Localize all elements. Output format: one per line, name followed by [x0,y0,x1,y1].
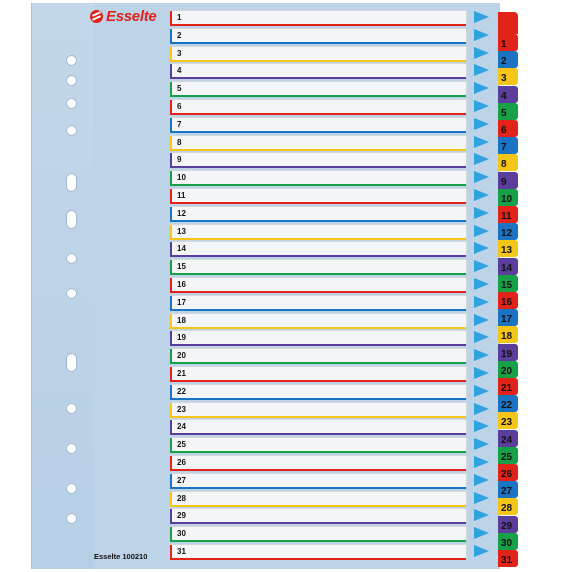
pointer-arrow-icon [474,153,489,165]
tab-number: 15 [501,279,513,291]
divider-tab[interactable] [498,275,518,292]
divider-tab[interactable] [498,481,518,498]
punch-hole [66,173,77,192]
row-number: 26 [177,458,186,467]
row-color-edge [170,367,172,380]
row-color-line [170,505,466,507]
row-number: 23 [177,404,186,414]
divider-tab[interactable] [498,258,518,275]
tab-number: 24 [501,434,513,446]
punch-hole [66,483,77,494]
pointer-arrow-icon [474,207,489,219]
divider-tab[interactable] [498,498,518,515]
tab-number: 17 [501,314,513,326]
divider-tab[interactable] [498,223,518,240]
row-color-edge [170,278,172,291]
row-color-line [170,380,466,382]
row-color-edge [170,29,172,42]
tab-number: 23 [501,417,513,429]
row-color-edge [170,64,172,77]
row-number: 17 [177,297,186,307]
tab-number: 26 [501,469,513,480]
row-color-edge [170,171,172,184]
tab-number: 3 [501,73,507,85]
row-color-line [170,24,466,26]
tab-number: 1 [501,39,507,50]
tab-number: 30 [501,537,513,549]
tab-number: 20 [501,365,513,377]
divider-row[interactable] [170,188,467,202]
row-color-line [170,202,466,204]
row-color-line [170,416,466,418]
divider-row[interactable] [170,437,467,451]
divider-tab[interactable] [498,137,518,154]
divider-row[interactable] [170,330,467,344]
row-color-edge [170,47,172,60]
esselte-logo-icon [90,10,103,23]
pointer-arrow-icon [474,278,489,290]
row-color-edge [170,403,172,416]
row-color-edge [170,527,172,540]
divider-tab[interactable] [498,309,518,326]
row-color-edge [170,331,172,344]
tab-top-cap [498,12,518,34]
row-color-line [170,273,466,275]
divider-row[interactable] [170,241,467,255]
divider-row[interactable] [170,259,467,273]
row-color-edge [170,420,172,433]
punch-hole [66,443,77,454]
divider-row[interactable] [170,313,467,327]
pointer-arrow-icon [474,242,489,254]
divider-tab[interactable] [498,464,518,481]
divider-tab[interactable] [498,292,518,309]
row-number: 6 [177,102,182,111]
pointer-arrow-icon [474,64,489,76]
row-color-line [170,113,466,115]
divider-tab[interactable] [498,361,518,378]
tab-number: 6 [501,125,507,136]
pointer-arrow-icon [474,296,489,308]
row-color-edge [170,385,172,398]
divider-tab[interactable] [498,103,518,120]
pointer-arrow-icon [474,11,489,23]
row-color-line [170,344,466,346]
row-color-line [170,60,466,62]
row-color-line [170,522,466,524]
pointer-arrow-icon [474,385,489,397]
row-color-edge [170,136,172,149]
pointer-arrow-icon [474,492,489,504]
pointer-arrow-icon [474,47,489,59]
row-color-edge [170,100,172,113]
punch-hole [66,55,77,66]
divider-row[interactable] [170,81,467,95]
row-color-line [170,95,466,97]
tab-number: 28 [501,503,513,515]
row-number: 7 [177,119,182,129]
punch-hole [66,288,77,299]
divider-row[interactable] [170,46,467,60]
pointer-arrow-icon [474,420,489,432]
row-number: 5 [177,84,182,94]
divider-row[interactable] [170,455,467,469]
row-color-line [170,77,466,79]
punch-hole [66,513,77,524]
row-color-line [170,487,466,489]
divider-row[interactable] [170,526,467,540]
divider-tab[interactable] [498,120,518,137]
tab-number: 9 [501,176,507,188]
row-color-line [170,398,466,400]
divider-tab[interactable] [498,86,518,103]
tab-number: 27 [501,486,513,498]
pointer-arrow-icon [474,403,489,415]
row-color-edge [170,225,172,238]
pointer-arrow-icon [474,29,489,41]
row-color-edge [170,153,172,166]
row-number: 3 [177,48,182,58]
row-color-line [170,451,466,453]
row-color-line [170,362,466,364]
divider-tab[interactable] [498,447,518,464]
row-number: 8 [177,137,182,147]
divider-row[interactable] [170,295,467,309]
row-color-edge [170,456,172,469]
row-number: 19 [177,333,186,343]
product-code: Esselte 100210 [94,552,148,561]
punch-hole [66,253,77,264]
tab-number: 29 [501,520,513,532]
row-color-edge [170,11,172,24]
pointer-arrow-icon [474,171,489,183]
divider-row[interactable] [170,224,467,238]
pointer-arrow-icon [474,260,489,272]
divider-row[interactable] [170,348,467,362]
divider-tab[interactable] [498,516,518,533]
divider-tab[interactable] [498,240,518,257]
row-color-line [170,166,466,168]
divider-tab[interactable] [498,206,518,223]
tab-number: 25 [501,451,513,463]
row-number: 18 [177,315,186,325]
row-number: 28 [177,493,186,503]
row-color-line [170,220,466,222]
row-color-edge [170,118,172,131]
row-number: 14 [177,244,186,254]
row-color-edge [170,242,172,255]
row-color-line [170,558,466,560]
divider-row[interactable] [170,277,467,291]
row-color-line [170,238,466,240]
pointer-arrow-icon [474,527,489,539]
row-number: 1 [177,13,182,22]
tab-number: 13 [501,245,513,257]
tab-number: 4 [501,90,507,102]
punch-hole [66,98,77,109]
row-number: 31 [177,547,186,556]
row-number: 30 [177,529,186,539]
divider-tab[interactable] [498,395,518,412]
pointer-arrow-icon [474,438,489,450]
tab-number: 16 [501,297,513,308]
divider-row[interactable] [170,206,467,220]
divider-row[interactable] [170,384,467,398]
row-color-edge [170,207,172,220]
row-color-line [170,469,466,471]
row-color-edge [170,189,172,202]
punch-hole [66,75,77,86]
pointer-arrow-icon [474,367,489,379]
divider-tab[interactable] [498,533,518,550]
row-number: 16 [177,280,186,289]
divider-row[interactable] [170,152,467,166]
row-number: 25 [177,440,186,450]
pointer-arrow-icon [474,82,489,94]
punched-strip [32,3,94,569]
divider-row[interactable] [170,117,467,131]
pointer-arrow-icon [474,545,489,557]
pointer-arrow-icon [474,349,489,361]
tab-number: 18 [501,331,513,343]
row-color-edge [170,314,172,327]
tab-number: 2 [501,56,507,68]
divider-tab[interactable] [498,344,518,361]
divider-row[interactable] [170,28,467,42]
tab-number: 8 [501,159,507,171]
pointer-arrow-icon [474,331,489,343]
divider-row[interactable] [170,135,467,149]
tab-number: 22 [501,400,513,412]
row-number: 4 [177,66,182,76]
divider-tab[interactable] [498,154,518,171]
row-number: 13 [177,226,186,236]
tab-number: 21 [501,383,513,394]
row-number: 15 [177,262,186,272]
tab-number: 7 [501,142,507,154]
divider-tab[interactable] [498,550,518,567]
tab-number: 31 [501,555,513,566]
divider-tab[interactable] [498,412,518,429]
divider-row[interactable] [170,419,467,433]
row-color-line [170,433,466,435]
pointer-arrow-icon [474,225,489,237]
row-color-line [170,327,466,329]
tab-number: 19 [501,348,513,360]
punch-hole [66,353,77,372]
row-color-edge [170,509,172,522]
divider-row[interactable] [170,508,467,522]
punch-hole [66,403,77,414]
row-color-edge [170,474,172,487]
divider-row[interactable] [170,402,467,416]
row-color-edge [170,82,172,95]
divider-row[interactable] [170,99,467,113]
pointer-arrow-icon [474,314,489,326]
row-number: 29 [177,511,186,521]
pointer-arrow-icon [474,189,489,201]
divider-tab[interactable] [498,51,518,68]
tab-number: 11 [501,211,512,222]
pointer-arrow-icon [474,118,489,130]
divider-row[interactable] [170,63,467,77]
row-color-edge [170,438,172,451]
brand-logo [90,8,156,25]
pointer-arrow-icon [474,456,489,468]
tab-number: 12 [501,228,513,240]
brand-name: Esselte [106,8,157,25]
row-color-line [170,149,466,151]
row-number: 22 [177,386,186,396]
row-color-line [170,309,466,311]
row-color-edge [170,545,172,558]
divider-row[interactable] [170,10,467,24]
divider-row[interactable] [170,366,467,380]
row-number: 12 [177,208,186,218]
row-number: 27 [177,475,186,485]
divider-row[interactable] [170,544,467,558]
divider-tab[interactable] [498,326,518,343]
row-color-edge [170,492,172,505]
row-color-edge [170,260,172,273]
divider-tab[interactable] [498,430,518,447]
divider-tab[interactable] [498,68,518,85]
divider-row[interactable] [170,170,467,184]
row-number: 11 [177,191,186,200]
divider-tab[interactable] [498,172,518,189]
row-color-line [170,184,466,186]
row-number: 20 [177,351,186,361]
divider-row[interactable] [170,491,467,505]
punch-hole [66,210,77,229]
divider-tab[interactable] [498,34,518,51]
pointer-arrow-icon [474,136,489,148]
divider-tab[interactable] [498,189,518,206]
row-color-line [170,255,466,257]
tab-number: 10 [501,193,513,205]
pointer-arrow-icon [474,474,489,486]
row-number: 2 [177,30,182,40]
row-number: 9 [177,155,182,165]
divider-tab[interactable] [498,378,518,395]
tab-number: 5 [501,107,507,119]
row-color-line [170,291,466,293]
row-number: 10 [177,173,186,183]
pointer-arrow-icon [474,509,489,521]
tab-number: 14 [501,262,513,274]
row-color-line [170,42,466,44]
divider-row[interactable] [170,473,467,487]
row-number: 21 [177,369,186,378]
row-number: 24 [177,422,186,432]
row-color-line [170,540,466,542]
row-color-line [170,131,466,133]
row-color-edge [170,349,172,362]
pointer-arrow-icon [474,100,489,112]
row-color-edge [170,296,172,309]
punch-hole [66,125,77,136]
